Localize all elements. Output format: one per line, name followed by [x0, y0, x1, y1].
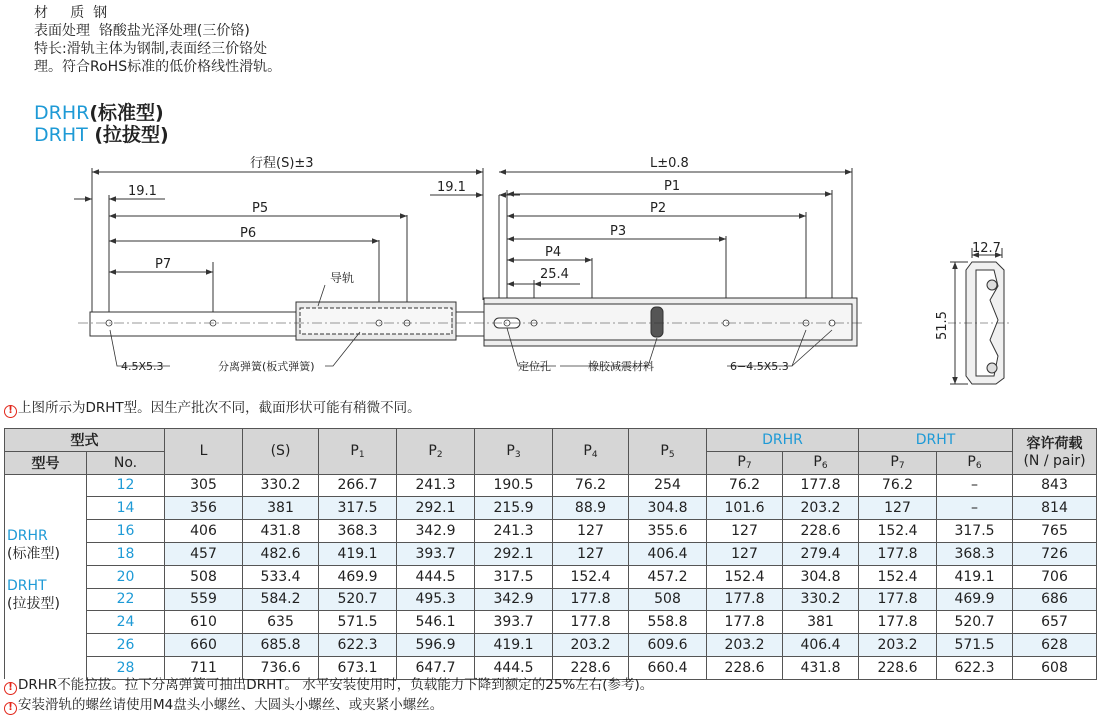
- table-cell: 457: [165, 542, 243, 565]
- dim-19-1-left: 19.1: [128, 184, 157, 199]
- table-cell: 368.3: [937, 542, 1013, 565]
- spec-block: [34, 4, 334, 76]
- table-cell: 76.2: [553, 474, 629, 497]
- stroke-label: 行程(S)±3: [250, 156, 314, 171]
- length-label: L±0.8: [650, 156, 689, 171]
- warning-icon: !: [4, 682, 17, 695]
- table-cell: 406.4: [783, 634, 859, 657]
- table-row: [5, 497, 1097, 520]
- header-p1: $P_1$: [319, 429, 397, 475]
- table-cell: 152.4: [707, 565, 783, 588]
- table-cell: 482.6: [243, 542, 319, 565]
- table-cell: 711: [165, 656, 243, 679]
- header-drht-p7: $P_7$: [859, 451, 937, 474]
- table-row: [5, 542, 1097, 565]
- table-cell: 241.3: [397, 474, 475, 497]
- table-cell: 292.1: [397, 497, 475, 520]
- table-cell: 330.2: [243, 474, 319, 497]
- table-cell: 76.2: [707, 474, 783, 497]
- drht-name: (拉拔型): [87, 124, 169, 146]
- table-cell: 152.4: [859, 520, 937, 543]
- model-drhr-cn: (标准型): [7, 546, 60, 563]
- table-cell: 520.7: [937, 611, 1013, 634]
- table-cell: 419.1: [475, 634, 553, 657]
- table-cell: 571.5: [937, 634, 1013, 657]
- dim-19-1-mid: 19.1: [437, 180, 466, 195]
- table-cell: 127: [859, 497, 937, 520]
- header-drhr: DRHR: [707, 429, 859, 452]
- table-cell: 635: [243, 611, 319, 634]
- table-cell: 76.2: [859, 474, 937, 497]
- table-cell: 203.2: [859, 634, 937, 657]
- guide-label: 导轨: [330, 271, 355, 285]
- label-p5: P5: [252, 201, 269, 216]
- table-cell: 330.2: [783, 588, 859, 611]
- table-cell: 558.8: [629, 611, 707, 634]
- table-cell: 609.6: [629, 634, 707, 657]
- table-cell: 685.8: [243, 634, 319, 657]
- drhr-name: (标准型): [89, 102, 164, 124]
- header-type: 型式: [5, 429, 165, 452]
- table-cell: 431.8: [243, 520, 319, 543]
- table-cell: 608: [1013, 656, 1097, 679]
- table-cell: 127: [707, 520, 783, 543]
- rubber-label: 橡胶减震材料: [588, 360, 654, 373]
- table-row: [5, 474, 1097, 497]
- spring-label: 分离弹簧(板式弹簧): [218, 360, 315, 373]
- header-no: No.: [87, 451, 165, 474]
- table-cell: 584.2: [243, 588, 319, 611]
- table-cell: 190.5: [475, 474, 553, 497]
- table-cell: 726: [1013, 542, 1097, 565]
- table-cell: 304.8: [783, 565, 859, 588]
- cell-no: 18: [87, 542, 165, 565]
- table-cell: 317.5: [937, 520, 1013, 543]
- table-cell: 647.7: [397, 656, 475, 679]
- table-cell: 444.5: [475, 656, 553, 679]
- header-p4: $P_4$: [553, 429, 629, 475]
- table-row: [5, 634, 1097, 657]
- header-drhr-p7: $P_7$: [707, 451, 783, 474]
- surface-line: 表面处理 铬酸盐光泽处理(三价铬): [34, 23, 250, 39]
- table-cell: 177.8: [707, 588, 783, 611]
- table-cell: 292.1: [475, 542, 553, 565]
- table-cell: 177.8: [707, 611, 783, 634]
- table-cell: 177.8: [553, 588, 629, 611]
- rail-drawing: [0, 150, 1100, 390]
- header-load: 容许荷载 (N / pair): [1013, 429, 1097, 475]
- table-cell: 469.9: [319, 565, 397, 588]
- cell-no: 12: [87, 474, 165, 497]
- table-cell: 622.3: [937, 656, 1013, 679]
- table-cell: 304.8: [629, 497, 707, 520]
- label-p7: P7: [155, 257, 172, 272]
- header-L: L: [165, 429, 243, 475]
- table-cell: 266.7: [319, 474, 397, 497]
- note-top: [4, 400, 421, 418]
- table-row: [5, 611, 1097, 634]
- table-cell: 495.3: [397, 588, 475, 611]
- table-row: [5, 520, 1097, 543]
- table-cell: 279.4: [783, 542, 859, 565]
- table-cell: –: [937, 474, 1013, 497]
- table-cell: 241.3: [475, 520, 553, 543]
- table-cell: 660: [165, 634, 243, 657]
- table-cell: 177.8: [553, 611, 629, 634]
- drht-code: DRHT: [34, 124, 88, 146]
- table-cell: 533.4: [243, 565, 319, 588]
- model-drhr: DRHR: [7, 528, 48, 545]
- table-cell: 508: [165, 565, 243, 588]
- note-bottom-2: [4, 697, 443, 715]
- table-cell: –: [937, 497, 1013, 520]
- table-cell: 814: [1013, 497, 1097, 520]
- table-cell: 203.2: [553, 634, 629, 657]
- table-cell: 101.6: [707, 497, 783, 520]
- table-cell: 381: [783, 611, 859, 634]
- table-cell: 177.8: [783, 474, 859, 497]
- table-cell: 657: [1013, 611, 1097, 634]
- warning-icon: !: [4, 405, 17, 418]
- table-cell: 431.8: [783, 656, 859, 679]
- table-cell: 406: [165, 520, 243, 543]
- hole-left-label: 4.5X5.3: [121, 360, 164, 373]
- table-cell: 457.2: [629, 565, 707, 588]
- label-p2: P2: [650, 201, 667, 216]
- table-cell: 228.6: [553, 656, 629, 679]
- table-cell: 88.9: [553, 497, 629, 520]
- table-cell: 342.9: [397, 520, 475, 543]
- model-drht-cn: (拉拔型): [7, 596, 60, 613]
- header-S: (S): [243, 429, 319, 475]
- note-bottom-1: [4, 677, 653, 695]
- table-cell: 152.4: [553, 565, 629, 588]
- table-cell: 254: [629, 474, 707, 497]
- table-cell: 571.5: [319, 611, 397, 634]
- cell-no: 16: [87, 520, 165, 543]
- table-cell: 203.2: [783, 497, 859, 520]
- spec-table: [4, 428, 1097, 680]
- table-cell: 368.3: [319, 520, 397, 543]
- table-cell: 469.9: [937, 588, 1013, 611]
- table-cell: 736.6: [243, 656, 319, 679]
- cell-no: 24: [87, 611, 165, 634]
- cell-no: 20: [87, 565, 165, 588]
- label-p4: P4: [545, 245, 562, 260]
- header-p3: $P_3$: [475, 429, 553, 475]
- table-cell: 393.7: [475, 611, 553, 634]
- table-cell: 706: [1013, 565, 1097, 588]
- table-cell: 356: [165, 497, 243, 520]
- header-drht: DRHT: [859, 429, 1013, 452]
- model-drhr-cell: [5, 474, 87, 565]
- table-cell: 203.2: [707, 634, 783, 657]
- table-cell: 381: [243, 497, 319, 520]
- drhr-code: DRHR: [34, 102, 90, 124]
- cell-no: 28: [87, 656, 165, 679]
- table-cell: 673.1: [319, 656, 397, 679]
- table-cell: 228.6: [859, 656, 937, 679]
- note-bottom-1-text: DRHR不能拉拔。拉下分离弹簧可抽出DRHT。 水平安装使用时，负载能力下降到额定的25%左右(参考)。: [18, 677, 654, 693]
- table-cell: 342.9: [475, 588, 553, 611]
- feature-text: 特长:滑轨主体为钢制,表面经三价铬处理。符合RoHS标准的低价格线性滑轨。: [34, 41, 282, 75]
- table-cell: 559: [165, 588, 243, 611]
- label-p3: P3: [610, 224, 627, 239]
- table-cell: 393.7: [397, 542, 475, 565]
- hole-right-label: 6−4.5X5.3: [730, 360, 789, 373]
- table-cell: 610: [165, 611, 243, 634]
- header-p5: $P_5$: [629, 429, 707, 475]
- locate-label: 定位孔: [518, 360, 551, 373]
- table-cell: 228.6: [783, 520, 859, 543]
- header-drht-p6: $P_6$: [937, 451, 1013, 474]
- warning-icon: !: [4, 702, 17, 715]
- table-cell: 406.4: [629, 542, 707, 565]
- header-p2: $P_2$: [397, 429, 475, 475]
- table-cell: 419.1: [319, 542, 397, 565]
- table-cell: 127: [707, 542, 783, 565]
- table-cell: 317.5: [319, 497, 397, 520]
- note-top-text: 上图所示为DRHT型。因生产批次不同，截面形状可能有稍微不同。: [18, 400, 421, 416]
- table-cell: 127: [553, 542, 629, 565]
- table-row: [5, 565, 1097, 588]
- dim-25-4: 25.4: [540, 267, 569, 282]
- table-cell: 520.7: [319, 588, 397, 611]
- header-model: 型号: [5, 451, 87, 474]
- label-p6: P6: [240, 226, 257, 241]
- table-cell: 628: [1013, 634, 1097, 657]
- cell-no: 26: [87, 634, 165, 657]
- table-cell: 444.5: [397, 565, 475, 588]
- table-cell: 215.9: [475, 497, 553, 520]
- note-bottom-2-text: 安装滑轨的螺丝请使用M4盘头小螺丝、大圆头小螺丝、或夹紧小螺丝。: [18, 697, 444, 713]
- table-cell: 355.6: [629, 520, 707, 543]
- table-cell: 419.1: [937, 565, 1013, 588]
- table-cell: 305: [165, 474, 243, 497]
- table-cell: 596.9: [397, 634, 475, 657]
- table-cell: 686: [1013, 588, 1097, 611]
- table-row: [5, 656, 1097, 679]
- cell-no: 22: [87, 588, 165, 611]
- table-cell: 152.4: [859, 565, 937, 588]
- table-cell: 177.8: [859, 542, 937, 565]
- height-label: 51.5: [935, 311, 950, 340]
- table-cell: 127: [553, 520, 629, 543]
- model-drht: DRHT: [7, 578, 47, 595]
- table-cell: 765: [1013, 520, 1097, 543]
- model-drht-cell: [5, 565, 87, 679]
- table-cell: 546.1: [397, 611, 475, 634]
- label-p1: P1: [664, 179, 681, 194]
- material-line: 材 质 钢: [34, 5, 108, 21]
- product-titles: [34, 102, 169, 146]
- table-cell: 177.8: [859, 611, 937, 634]
- cell-no: 14: [87, 497, 165, 520]
- table-cell: 317.5: [475, 565, 553, 588]
- width-label: 12.7: [972, 241, 1001, 256]
- table-cell: 843: [1013, 474, 1097, 497]
- table-cell: 508: [629, 588, 707, 611]
- table-cell: 177.8: [859, 588, 937, 611]
- table-cell: 622.3: [319, 634, 397, 657]
- table-cell: 660.4: [629, 656, 707, 679]
- table-cell: 228.6: [707, 656, 783, 679]
- header-drhr-p6: $P_6$: [783, 451, 859, 474]
- table-body: [5, 474, 1097, 679]
- table-row: [5, 588, 1097, 611]
